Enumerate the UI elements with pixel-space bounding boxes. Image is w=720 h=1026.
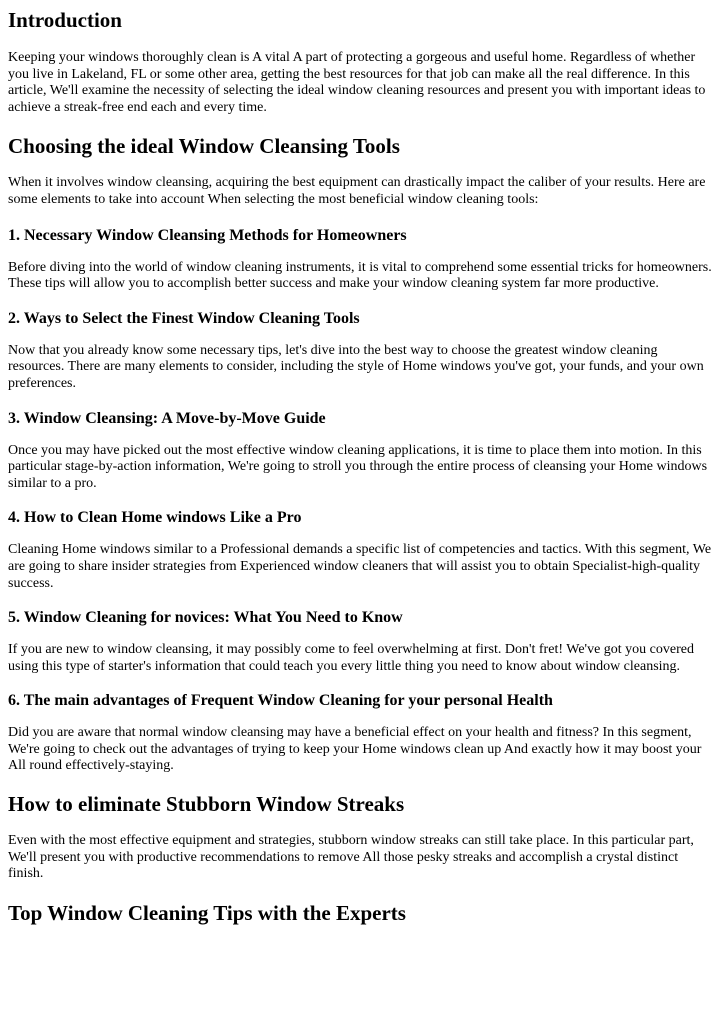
health-benefits-paragraph: Did you are aware that normal window cleansing may have a beneficial effect on your health and fitness? In this segment, We're going to check out the advantages of trying to keep your Home windows clean up And exactly how it may boost your All round effectively-staying. [8,725,702,774]
article [0,8,720,925]
intro-paragraph: Keeping your windows thoroughly clean is A vital A part of protecting a gorgeous and useful home. Regardless of whether you live in Lakeland, FL or some other area, getting the best resources for that job can make all the real difference. In this article, We'll examine the necessity of selecting the ideal window cleaning resources and present you with important ideas to achieve a streak-free end each and every time. [8,50,706,115]
clean-like-pro-heading: 4. How to Clean Home windows Like a Pro [8,509,302,527]
streaks-paragraph: Even with the most effective equipment and strategies, stubborn window streaks can still take place. In this particular part, We'll present you with productive recommendations to remove All those pesky streaks and accomplish a crystal distinct finish. [8,833,694,882]
select-tools-heading: 2. Ways to Select the Finest Window Cleaning Tools [8,309,360,327]
novices-paragraph: If you are new to window cleansing, it may possibly come to feel overwhelming at first. Don't fret! We've got you covered using this type of starter's information that could teach you every little thing you need to know about window cleansing. [8,642,694,674]
select-tools-paragraph: Now that you already know some necessary tips, let's dive into the best way to choose the greatest window cleaning resources. There are many elements to consider, including the style of Home windows you've got, your funds, and your own preferences. [8,342,704,391]
choosing-tools-paragraph: When it involves window cleansing, acquiring the best equipment can drastically impact the caliber of your results. Here are some elements to take into account When selecting the most beneficial window cleaning tools: [8,175,706,207]
novices-heading: 5. Window Cleaning for novices: What You Need to Know [8,609,403,627]
tips-homeowners-paragraph: Before diving into the world of window cleaning instruments, it is vital to comprehend some essential tricks for homeowners. These tips will allow you to accomplish better success and make your window cleaning system far more productive. [8,259,712,292]
clean-like-pro-paragraph: Cleaning Home windows similar to a Professional demands a specific list of competencies and tactics. With this segment, We are going to share insider strategies from Experienced window cleaners that will assist you to obtain Specialist-high-quality success. [8,542,712,591]
intro-heading: Introduction [8,8,122,32]
expert-tips-heading: Top Window Cleaning Tips with the Experts [8,900,406,925]
health-benefits-heading: 6. The main advantages of Frequent Window Cleaning for your personal Health [8,692,553,710]
tips-homeowners-heading: 1. Necessary Window Cleansing Methods for Homeowners [8,226,407,244]
step-guide-heading: 3. Window Cleansing: A Move-by-Move Guide [8,409,326,427]
step-guide-paragraph: Once you may have picked out the most effective window cleaning applications, it is time to place them into motion. In this particular stage-by-action information, We're going to stroll you through the entire process of cleansing your Home windows similar to a pro. [8,442,708,491]
choosing-tools-heading: Choosing the ideal Window Cleansing Tools [8,134,400,159]
streaks-heading: How to eliminate Stubborn Window Streaks [8,792,405,817]
